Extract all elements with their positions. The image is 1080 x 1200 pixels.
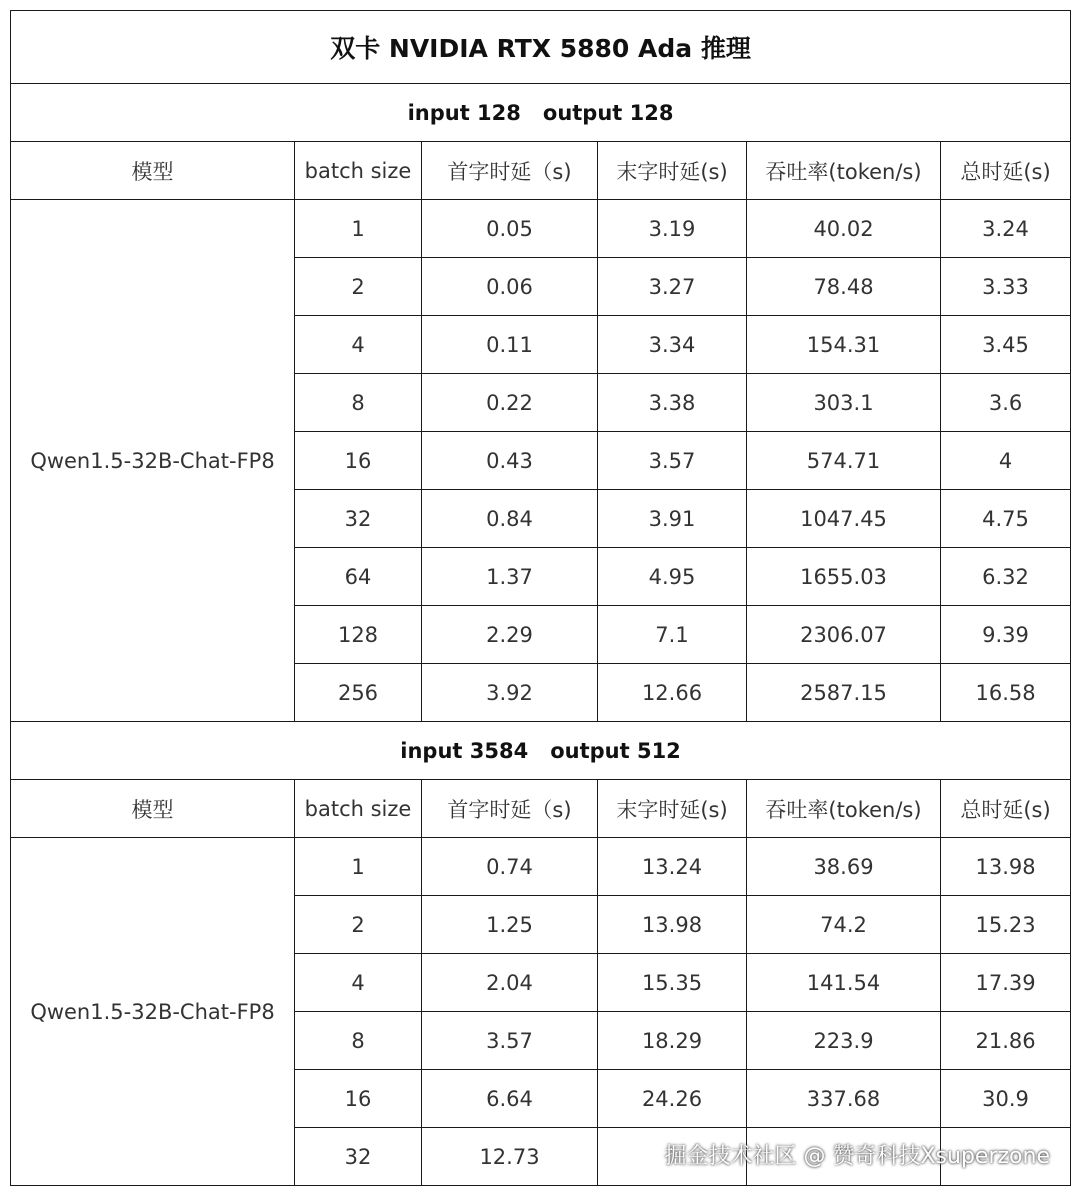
table-cell: 3.6: [941, 374, 1071, 432]
table-cell: 0.84: [422, 490, 598, 548]
table-cell: 3.24: [941, 200, 1071, 258]
table-cell: 4.75: [941, 490, 1071, 548]
table-cell: 3.91: [598, 490, 747, 548]
model-cell: Qwen1.5-32B-Chat-FP8: [11, 838, 295, 1186]
table-cell: 32: [295, 1128, 422, 1186]
section-header: [11, 84, 1071, 142]
table-cell: 0.22: [422, 374, 598, 432]
table-cell: 7.1: [598, 606, 747, 664]
table-cell: 21.86: [941, 1012, 1071, 1070]
table-cell: 337.68: [747, 1070, 941, 1128]
table-cell: 1: [295, 200, 422, 258]
header-row: [11, 780, 1071, 838]
table-cell: 2.04: [422, 954, 598, 1012]
table-cell: 13.98: [598, 896, 747, 954]
table-cell: 256: [295, 664, 422, 722]
table-cell: 13.24: [598, 838, 747, 896]
table-row: [11, 838, 1071, 896]
table-cell: 40.02: [747, 200, 941, 258]
header-row: [11, 142, 1071, 200]
table-cell: 30.9: [941, 1070, 1071, 1128]
table-cell: 4: [295, 954, 422, 1012]
table-cell: 12.73: [422, 1128, 598, 1186]
table-cell: [747, 1128, 941, 1186]
column-header: 吞吐率(token/s): [747, 142, 941, 200]
table-cell: 17.39: [941, 954, 1071, 1012]
column-header: 总时延(s): [941, 142, 1071, 200]
table-cell: 18.29: [598, 1012, 747, 1070]
table-cell: 0.74: [422, 838, 598, 896]
table-cell: 1655.03: [747, 548, 941, 606]
table-cell: 6.64: [422, 1070, 598, 1128]
table-cell: 303.1: [747, 374, 941, 432]
table-cell: 0.05: [422, 200, 598, 258]
table-cell: 12.66: [598, 664, 747, 722]
table-cell: 1.37: [422, 548, 598, 606]
benchmark-table: [10, 10, 1071, 1186]
table-cell: 3.27: [598, 258, 747, 316]
table-title: 双卡 NVIDIA RTX 5880 Ada 推理: [11, 11, 1071, 84]
table-cell: 128: [295, 606, 422, 664]
column-header: 末字时延(s): [598, 780, 747, 838]
column-header: 首字时延（s): [422, 142, 598, 200]
table-cell: 223.9: [747, 1012, 941, 1070]
table-cell: 24.26: [598, 1070, 747, 1128]
table-cell: 2: [295, 896, 422, 954]
table-cell: 3.45: [941, 316, 1071, 374]
table-cell: 78.48: [747, 258, 941, 316]
table-cell: 4: [941, 432, 1071, 490]
table-cell: 15.35: [598, 954, 747, 1012]
benchmark-table-container: [10, 10, 1070, 1186]
table-cell: 13.98: [941, 838, 1071, 896]
table-cell: 3.38: [598, 374, 747, 432]
table-cell: 3.19: [598, 200, 747, 258]
table-cell: 1047.45: [747, 490, 941, 548]
column-header: 模型: [11, 142, 295, 200]
table-cell: 2: [295, 258, 422, 316]
table-cell: 141.54: [747, 954, 941, 1012]
table-cell: 3.57: [422, 1012, 598, 1070]
table-cell: 9.39: [941, 606, 1071, 664]
column-header: 吞吐率(token/s): [747, 780, 941, 838]
table-cell: 4: [295, 316, 422, 374]
table-cell: 0.06: [422, 258, 598, 316]
table-cell: 32: [295, 490, 422, 548]
column-header: 模型: [11, 780, 295, 838]
table-cell: 8: [295, 1012, 422, 1070]
table-cell: 16.58: [941, 664, 1071, 722]
table-cell: 3.33: [941, 258, 1071, 316]
table-cell: [941, 1128, 1071, 1186]
column-header: 首字时延（s): [422, 780, 598, 838]
table-cell: 3.34: [598, 316, 747, 374]
column-header: batch size: [295, 142, 422, 200]
model-cell: Qwen1.5-32B-Chat-FP8: [11, 200, 295, 722]
table-cell: 16: [295, 432, 422, 490]
table-cell: 74.2: [747, 896, 941, 954]
table-cell: 2.29: [422, 606, 598, 664]
table-cell: 3.57: [598, 432, 747, 490]
table-cell: 574.71: [747, 432, 941, 490]
table-cell: 1.25: [422, 896, 598, 954]
table-cell: 0.43: [422, 432, 598, 490]
column-header: 末字时延(s): [598, 142, 747, 200]
table-cell: 16: [295, 1070, 422, 1128]
table-cell: 3.92: [422, 664, 598, 722]
table-cell: 4.95: [598, 548, 747, 606]
table-cell: 38.69: [747, 838, 941, 896]
table-cell: 154.31: [747, 316, 941, 374]
table-cell: 0.11: [422, 316, 598, 374]
input-label: input 3584: [400, 738, 529, 763]
table-cell: 2306.07: [747, 606, 941, 664]
table-row: [11, 200, 1071, 258]
section-header: [11, 722, 1071, 780]
table-cell: 8: [295, 374, 422, 432]
watermark: 掘金技术社区 @ 赞奇科技Xsuperzone: [664, 1144, 1050, 1169]
table-cell: 15.23: [941, 896, 1071, 954]
output-label: output 512: [550, 738, 681, 763]
column-header: batch size: [295, 780, 422, 838]
table-cell: 6.32: [941, 548, 1071, 606]
table-cell: 2587.15: [747, 664, 941, 722]
table-cell: 1: [295, 838, 422, 896]
table-cell: [598, 1128, 747, 1186]
column-header: 总时延(s): [941, 780, 1071, 838]
output-label: output 128: [542, 100, 674, 125]
input-label: input 128: [407, 100, 521, 125]
table-cell: 64: [295, 548, 422, 606]
